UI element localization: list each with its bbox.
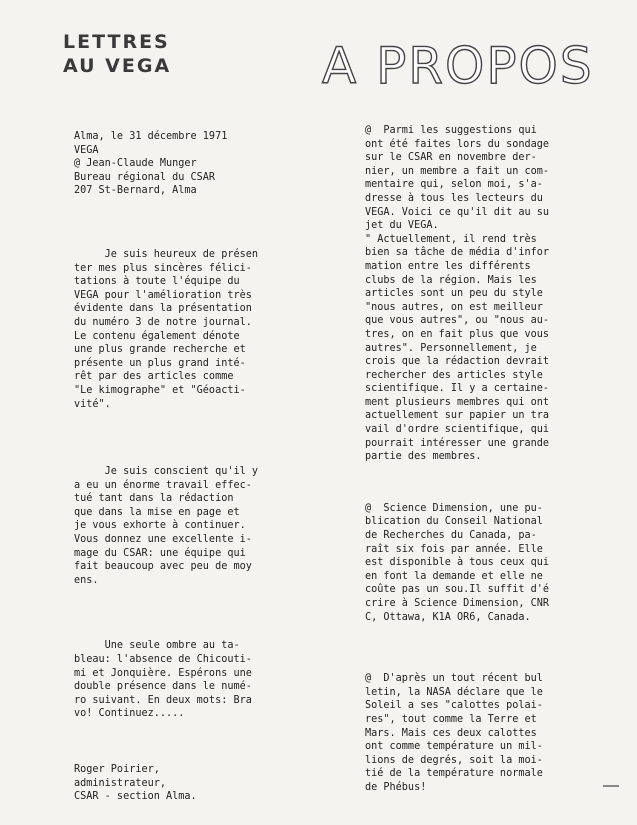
section-title-line1: LETTRES (63, 31, 170, 53)
page-edge-mark (603, 785, 619, 787)
letter-paragraph-2: Je suis conscient qu'il y a eu un énorme travail effec- tué tant dans la rédaction que dans la mise en page et je vous exhorte à continuer. Vous donnez une excellente i- mage du CSAR: une équipe qui fait beaucoup avec peu de moy ens. (74, 466, 259, 586)
letter-signature: Roger Poirier, administrateur, CSAR - section Alma. (74, 764, 197, 803)
letter-address-block: Alma, le 31 décembre 1971 VEGA @ Jean-Claude Munger Bureau régional du CSAR 207 St-Bernard, Alma (74, 131, 228, 197)
section-title-line2: AU VEGA (63, 55, 172, 77)
letter-paragraph-3: Une seule ombre au ta- bleau: l'absence de Chicouti- mi et Jonquière. Espérons une double présence dans le numé- ro suivant. En deux mots: Bra vo! Continuez..... (74, 640, 252, 720)
a-propos-item-3: @ D'après un tout récent bul letin, la NASA déclare que le Soleil a ses "calottes polai- res", tout comme la Terre et Mars. Mais ces deux calottes ont comme température un mil- lions de degrés, soit la moi- tié de la température normale de Phébus! (365, 673, 543, 793)
section-title-a-propos: A PROPOS (322, 37, 594, 95)
a-propos-column (365, 124, 565, 795)
a-propos-item-2: @ Science Dimension, une pu- blication du Conseil National de Recherches du Canada, pa- raît six fois par année. Elle est disponible à tous ceux qui en font la demande et elle ne coûte pas un sou.Il suffit d'é crire à Science Dimension, CNR C, Ottawa, K1A OR6, Canada. (365, 502, 550, 623)
section-title-lettres (63, 30, 171, 78)
a-propos-item-1: @ Parmi les suggestions qui ont été faites lors du sondage sur le CSAR en novembre der- nier, un membre a fait un com- mentaire qui, selon moi, s'a- dresse à tous les lecteurs du VEGA. Voici ce qu'il dit au su jet du VEGA. " Actuellement, il rend très bien sa tâche de média d'infor mation entre les différents clubs de la région. Mais les articles sont un peu du style "nous autres, on est meilleur que vous autres", ou "nous au- tres, on en fait plus que vous autres". Personnellement, je crois que la rédaction devrait rechercher des articles style scientifique. Il y a certaine- ment plusieurs membres qui ont actuellement sur papier un tra vail d'ordre scientifique, qui pourrait intéresser une grande partie des membres. (365, 125, 550, 463)
letters-column (74, 130, 274, 804)
letter-paragraph-1: Je suis heureux de présen ter mes plus sincères félici- tations à toute l'équipe du VEGA pour l'amélioration très évidente dans la présentation du numéro 3 de notre journal. Le contenu également dénote une plus grande recherche et présente un plus grand inté- rêt par des articles comme "Le kimographe" et "Géoacti- vité". (74, 248, 259, 410)
